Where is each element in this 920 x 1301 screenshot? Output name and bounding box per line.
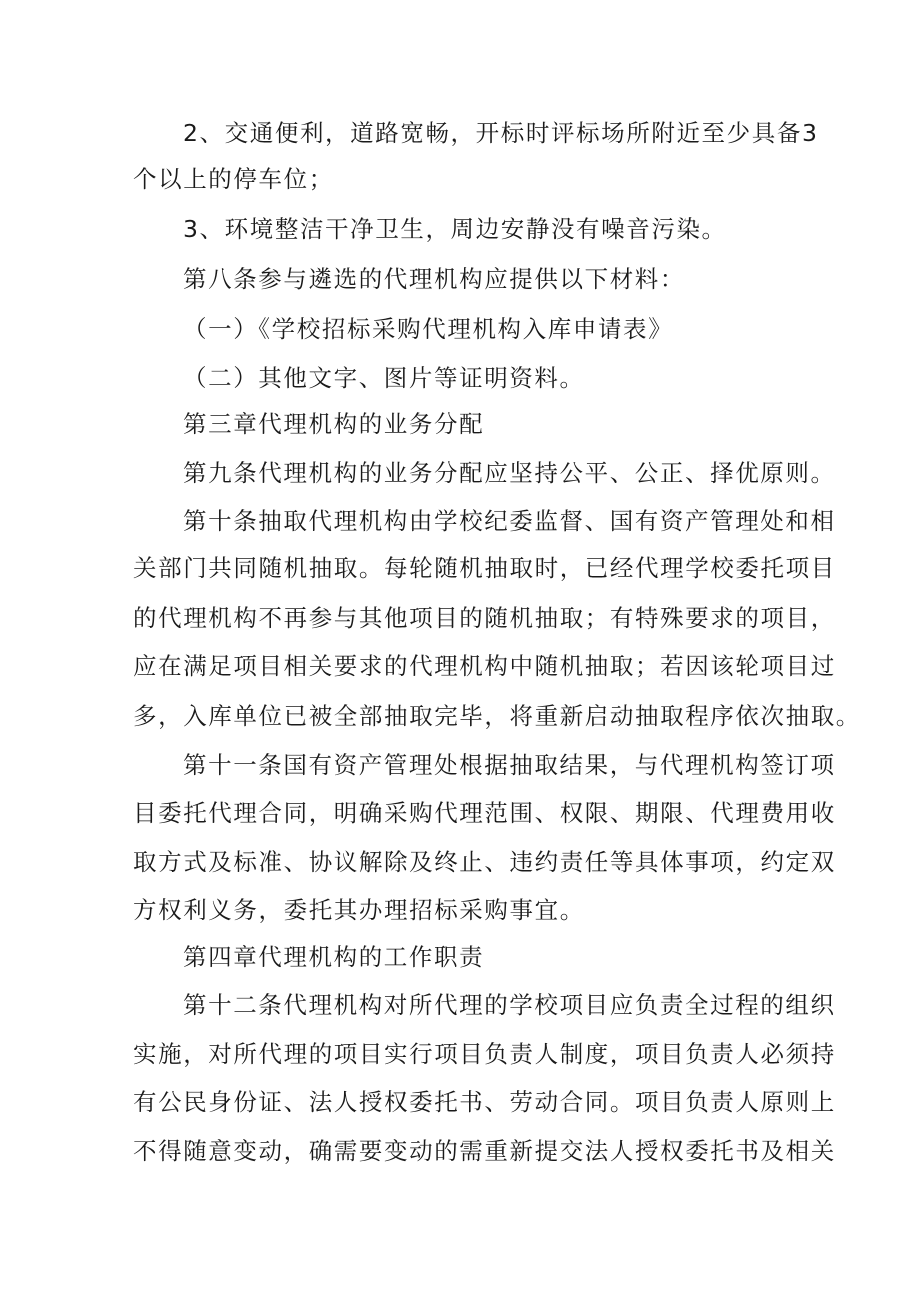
text-line: 第九条代理机构的业务分配应坚持公平、公正、择优原则。	[183, 459, 836, 487]
text-line: 应在满足项目相关要求的代理机构中随机抽取；若因该轮项目过	[133, 652, 836, 680]
text-line: 第十二条代理机构对所代理的学校项目应负责全过程的组织	[183, 991, 836, 1019]
text-line: 取方式及标准、协议解除及终止、违约责任等具体事项，约定双	[133, 848, 836, 876]
text-line: 关部门共同随机抽取。每轮随机抽取时，已经代理学校委托项目	[133, 554, 836, 582]
text-line: 不得随意变动，确需要变动的需重新提交法人授权委托书及相关	[133, 1137, 836, 1165]
chapter-heading: 第四章代理机构的工作职责	[183, 943, 485, 971]
text-line: 2、交通便利，道路宽畅，开标时评标场所附近至少具备3	[183, 119, 819, 147]
text-line: 目委托代理合同，明确采购代理范围、权限、期限、代理费用收	[133, 799, 836, 827]
text-line: 第十一条国有资产管理处根据抽取结果，与代理机构签订项	[183, 751, 836, 779]
text-line: 3、环境整洁干净卫生，周边安静没有噪音污染。	[183, 215, 727, 243]
chapter-heading: 第三章代理机构的业务分配	[183, 410, 485, 438]
text-line: 个以上的停车位；	[133, 165, 334, 193]
text-line: 有公民身份证、法人授权委托书、劳动合同。项目负责人原则上	[133, 1088, 836, 1116]
text-line: （一）《学校招标采购代理机构入库申请表》	[183, 315, 674, 343]
text-line: （二）其他文字、图片等证明资料。	[183, 364, 585, 392]
text-line: 多，入库单位已被全部抽取完毕，将重新启动抽取程序依次抽取。	[133, 702, 861, 730]
text-line: 的代理机构不再参与其他项目的随机抽取；有特殊要求的项目，	[133, 604, 836, 632]
text-line: 方权利义务，委托其办理招标采购事宜。	[133, 896, 585, 924]
text-line: 第八条参与遴选的代理机构应提供以下材料：	[183, 265, 685, 293]
text-line: 实施，对所代理的项目实行项目负责人制度，项目负责人必须持	[133, 1040, 836, 1068]
text-line: 第十条抽取代理机构由学校纪委监督、国有资产管理处和相	[183, 507, 836, 535]
